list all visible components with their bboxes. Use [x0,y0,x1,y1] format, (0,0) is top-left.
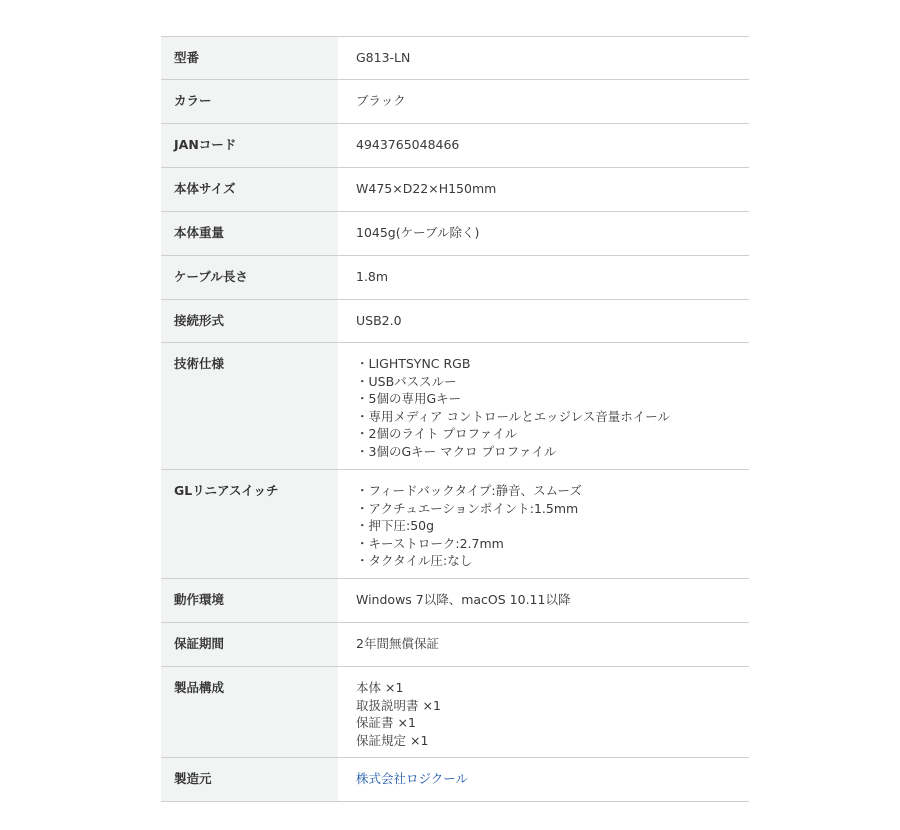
spec-label-text: 動作環境 [174,592,225,607]
spec-label-text: 型番 [174,50,200,65]
spec-value-text: Windows 7以降、macOS 10.11以降 [356,592,571,607]
spec-value-line: ・フィードバックタイプ:静音、スムーズ [356,483,582,498]
spec-value [338,37,749,80]
spec-label [161,758,338,802]
spec-label-text: 本体重量 [174,225,225,240]
spec-label [161,470,338,579]
spec-label [161,168,338,212]
spec-value [338,80,749,124]
spec-value [338,300,749,343]
spec-value-text: ブラック [356,93,406,108]
spec-label-text: GLリニアスイッチ [174,483,279,498]
spec-value-line: 本体 ×1 [356,680,404,695]
spec-row-connection [161,300,749,343]
spec-value-line: ・専用メディア コントロールとエッジレス音量ホイール [356,408,671,424]
spec-row-warranty [161,623,749,667]
spec-value-line: ・アクチュエーションポイント:1.5mm [356,500,579,516]
spec-value [338,667,749,758]
spec-value [338,212,749,256]
spec-value-line: ・2個のライト プロファイル [356,426,518,442]
spec-value-text: USB2.0 [356,313,402,328]
spec-row-color [161,80,749,124]
spec-label-text: カラー [174,93,212,108]
spec-row-manufacturer [161,758,749,802]
spec-row-tech-specs [161,343,749,470]
spec-value-line: ・USBパススルー [356,373,457,389]
spec-value [338,124,749,168]
manufacturer-link[interactable]: 株式会社ロジクール [356,771,469,786]
spec-label-text: 製造元 [174,771,212,786]
spec-value-text: 4943765048466 [356,137,460,152]
spec-label [161,80,338,124]
spec-label [161,256,338,300]
spec-value [338,579,749,623]
spec-label [161,667,338,758]
spec-value-line: ・押下圧:50g [356,518,435,534]
spec-value-line: ・5個の専用Gキー [356,391,462,407]
spec-row-weight [161,212,749,256]
spec-label [161,623,338,667]
spec-label [161,579,338,623]
spec-label-text: ケーブル長さ [174,269,248,284]
spec-value [338,168,749,212]
spec-label-text: 本体サイズ [174,181,236,196]
spec-value-line: ・3個のGキー マクロ プロファイル [356,443,557,459]
spec-label [161,212,338,256]
spec-label-text: 接続形式 [174,313,225,328]
spec-value-text: 1045g(ケーブル除く) [356,225,480,240]
spec-value [338,470,749,579]
spec-label [161,300,338,343]
spec-row-jan-code [161,124,749,168]
spec-row-cable-length [161,256,749,300]
spec-value [338,623,749,667]
spec-table [161,36,749,802]
spec-label [161,343,338,470]
spec-label [161,124,338,168]
spec-value [338,343,749,470]
spec-value-line: 保証書 ×1 [356,715,416,731]
spec-value-text: 1.8m [356,269,389,284]
spec-row-contents [161,667,749,758]
spec-value-text: 2年間無償保証 [356,636,439,651]
spec-label [161,37,338,80]
spec-row-size [161,168,749,212]
spec-value-text: G813-LN [356,50,411,65]
spec-value [338,256,749,300]
spec-row-model [161,37,749,80]
spec-value-line: ・LIGHTSYNC RGB [356,356,471,371]
spec-value-line: 保証規定 ×1 [356,732,429,748]
spec-value [338,758,749,802]
spec-value-line: ・タクタイル圧:なし [356,553,473,569]
spec-value-line: 取扱説明書 ×1 [356,697,441,713]
spec-label-text: 製品構成 [174,680,225,695]
spec-label-text: 技術仕様 [174,356,225,371]
spec-row-os [161,579,749,623]
spec-value-line: ・キーストローク:2.7mm [356,535,504,551]
spec-label-text: JANコード [174,137,237,152]
spec-value-text: W475×D22×H150mm [356,181,497,196]
spec-row-switch [161,470,749,579]
spec-label-text: 保証期間 [174,636,225,651]
